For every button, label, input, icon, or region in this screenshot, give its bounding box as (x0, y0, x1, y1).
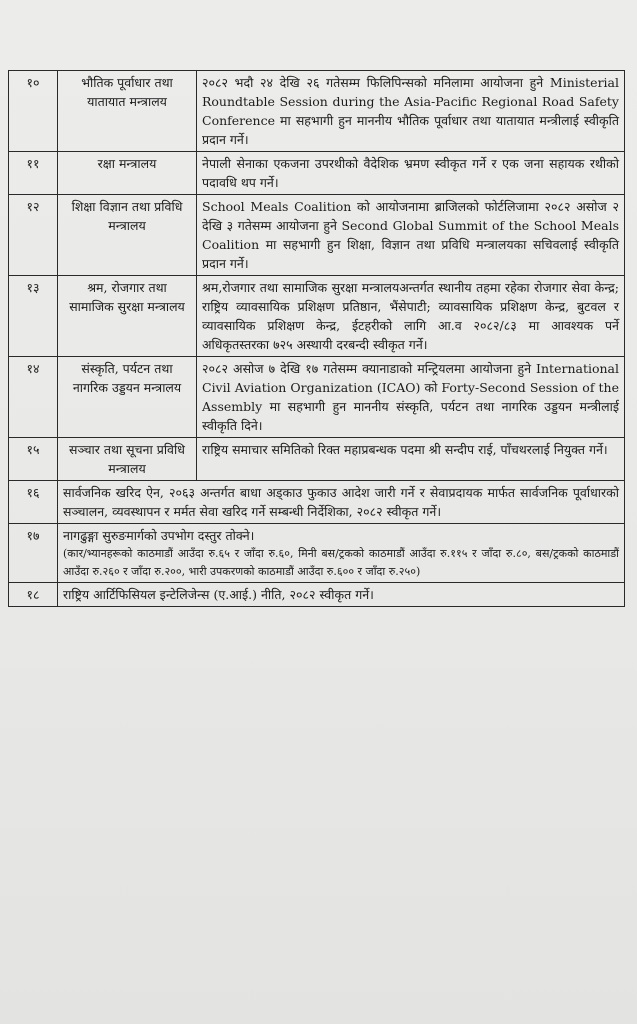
decision-text: २०८२ भदौ २४ देखि २६ गतेसम्म फिलिपिन्सको मनिलामा आयोजना हुने Ministerial Roundtable Session during the Asia-Pacific Regional Road Safety Conference मा सहभागी हुन माननीय भौतिक पूर्वाधार तथा यातायात मन्त्रीलाई स्वीकृति प्रदान गर्ने। (197, 71, 625, 152)
table-row (9, 152, 625, 195)
row-number: १३ (9, 276, 58, 357)
table-row (9, 276, 625, 357)
decision-text: राष्ट्रिय समाचार समितिको रिक्त महाप्रबन्धक पदमा श्री सन्दीप राई, पाँचथरलाई नियुक्त गर्ने। (197, 438, 625, 481)
table-row (9, 524, 625, 583)
ministry-name: भौतिक पूर्वाधार तथा यातायात मन्त्रालय (58, 71, 197, 152)
cabinet-decisions-table (8, 70, 625, 607)
decision-cell (58, 524, 625, 583)
table-row (9, 357, 625, 438)
row-number: १६ (9, 481, 58, 524)
table-row (9, 481, 625, 524)
decision-text: २०८२ असोज ७ देखि १७ गतेसम्म क्यानाडाको मन्ट्रियलमा आयोजना हुने International Civil Aviation Organization (ICAO) को Forty-Second Session of the Assembly मा सहभागी हुन माननीय संस्कृति, पर्यटन तथा नागरिक उड्डयन मन्त्रीलाई स्वीकृति दिने। (197, 357, 625, 438)
ministry-name: रक्षा मन्त्रालय (58, 152, 197, 195)
ministry-name: शिक्षा विज्ञान तथा प्रविधि मन्त्रालय (58, 195, 197, 276)
decision-text: सार्वजनिक खरिद ऐन, २०६३ अन्तर्गत बाधा अड्काउ फुकाउ आदेश जारी गर्ने र सेवाप्रदायक मार्फत सार्वजनिक पूर्वाधारको सञ्चालन, व्यवस्थापन र मर्मत सेवा खरिद गर्ने सम्बन्धी निर्देशिका, २०८२ स्वीकृत गर्ने। (58, 481, 625, 524)
row-number: १५ (9, 438, 58, 481)
row-number: १७ (9, 524, 58, 583)
table-row (9, 195, 625, 276)
row-number: ११ (9, 152, 58, 195)
ministry-name: संस्कृति, पर्यटन तथा नागरिक उड्डयन मन्त्रालय (58, 357, 197, 438)
decision-text: नेपाली सेनाका एकजना उपरथीको वैदेशिक भ्रमण स्वीकृत गर्ने र एक जना सहायक रथीको पदावधि थप गर्ने। (197, 152, 625, 195)
fee-details-note: (कार/भ्यानहरूको काठमाडौं आउँदा रु.६५ र जाँदा रु.६०, मिनी बस/ट्रकको काठमाडौं आउँदा रु.११५ र जाँदा रु.८०, बस/ट्रकको काठमाडौं आउँदा रु.२६० र जाँदा रु.२००, भारी उपकरणको काठमाडौं आउँदा रु.६०० र जाँदा रु.२५०) (63, 547, 619, 578)
table-row (9, 438, 625, 481)
ministry-name: सञ्चार तथा सूचना प्रविधि मन्त्रालय (58, 438, 197, 481)
row-number: १२ (9, 195, 58, 276)
decision-text: राष्ट्रिय आर्टिफिसियल इन्टेलिजेन्स (ए.आई.) नीति, २०८२ स्वीकृत गर्ने। (58, 583, 625, 607)
row-number: १८ (9, 583, 58, 607)
decision-text: श्रम,रोजगार तथा सामाजिक सुरक्षा मन्त्रालयअन्तर्गत स्थानीय तहमा रहेका रोजगार सेवा केन्द्र; राष्ट्रिय व्यावसायिक प्रशिक्षण प्रतिष्ठान, भैंसेपाटी; व्यावसायिक प्रशिक्षण केन्द्र, बुटवल र व्यावसायिक प्रशिक्षण केन्द्र, ईटहरीको लागि आ.व २०८२/८३ मा आवश्यक पर्ने अधिकृतस्तरका ७२५ अस्थायी दरबन्दी स्वीकृत गर्ने। (197, 276, 625, 357)
row-number: १४ (9, 357, 58, 438)
table-row (9, 583, 625, 607)
row-number: १० (9, 71, 58, 152)
table-row (9, 71, 625, 152)
decision-text: School Meals Coalition को आयोजनामा ब्राजिलको फोर्टलिजामा २०८२ असोज २ देखि ३ गतेसम्म आयोजना हुने Second Global Summit of the School Meals Coalition मा सहभागी हुन शिक्षा, विज्ञान तथा प्रविधि मन्त्रालयका सचिवलाई स्वीकृति प्रदान गर्ने। (197, 195, 625, 276)
ministry-name: श्रम, रोजगार तथा सामाजिक सुरक्षा मन्त्रालय (58, 276, 197, 357)
decision-text: नागढुङ्गा सुरुङमार्गको उपभोग दस्तुर तोक्ने। (63, 528, 255, 543)
